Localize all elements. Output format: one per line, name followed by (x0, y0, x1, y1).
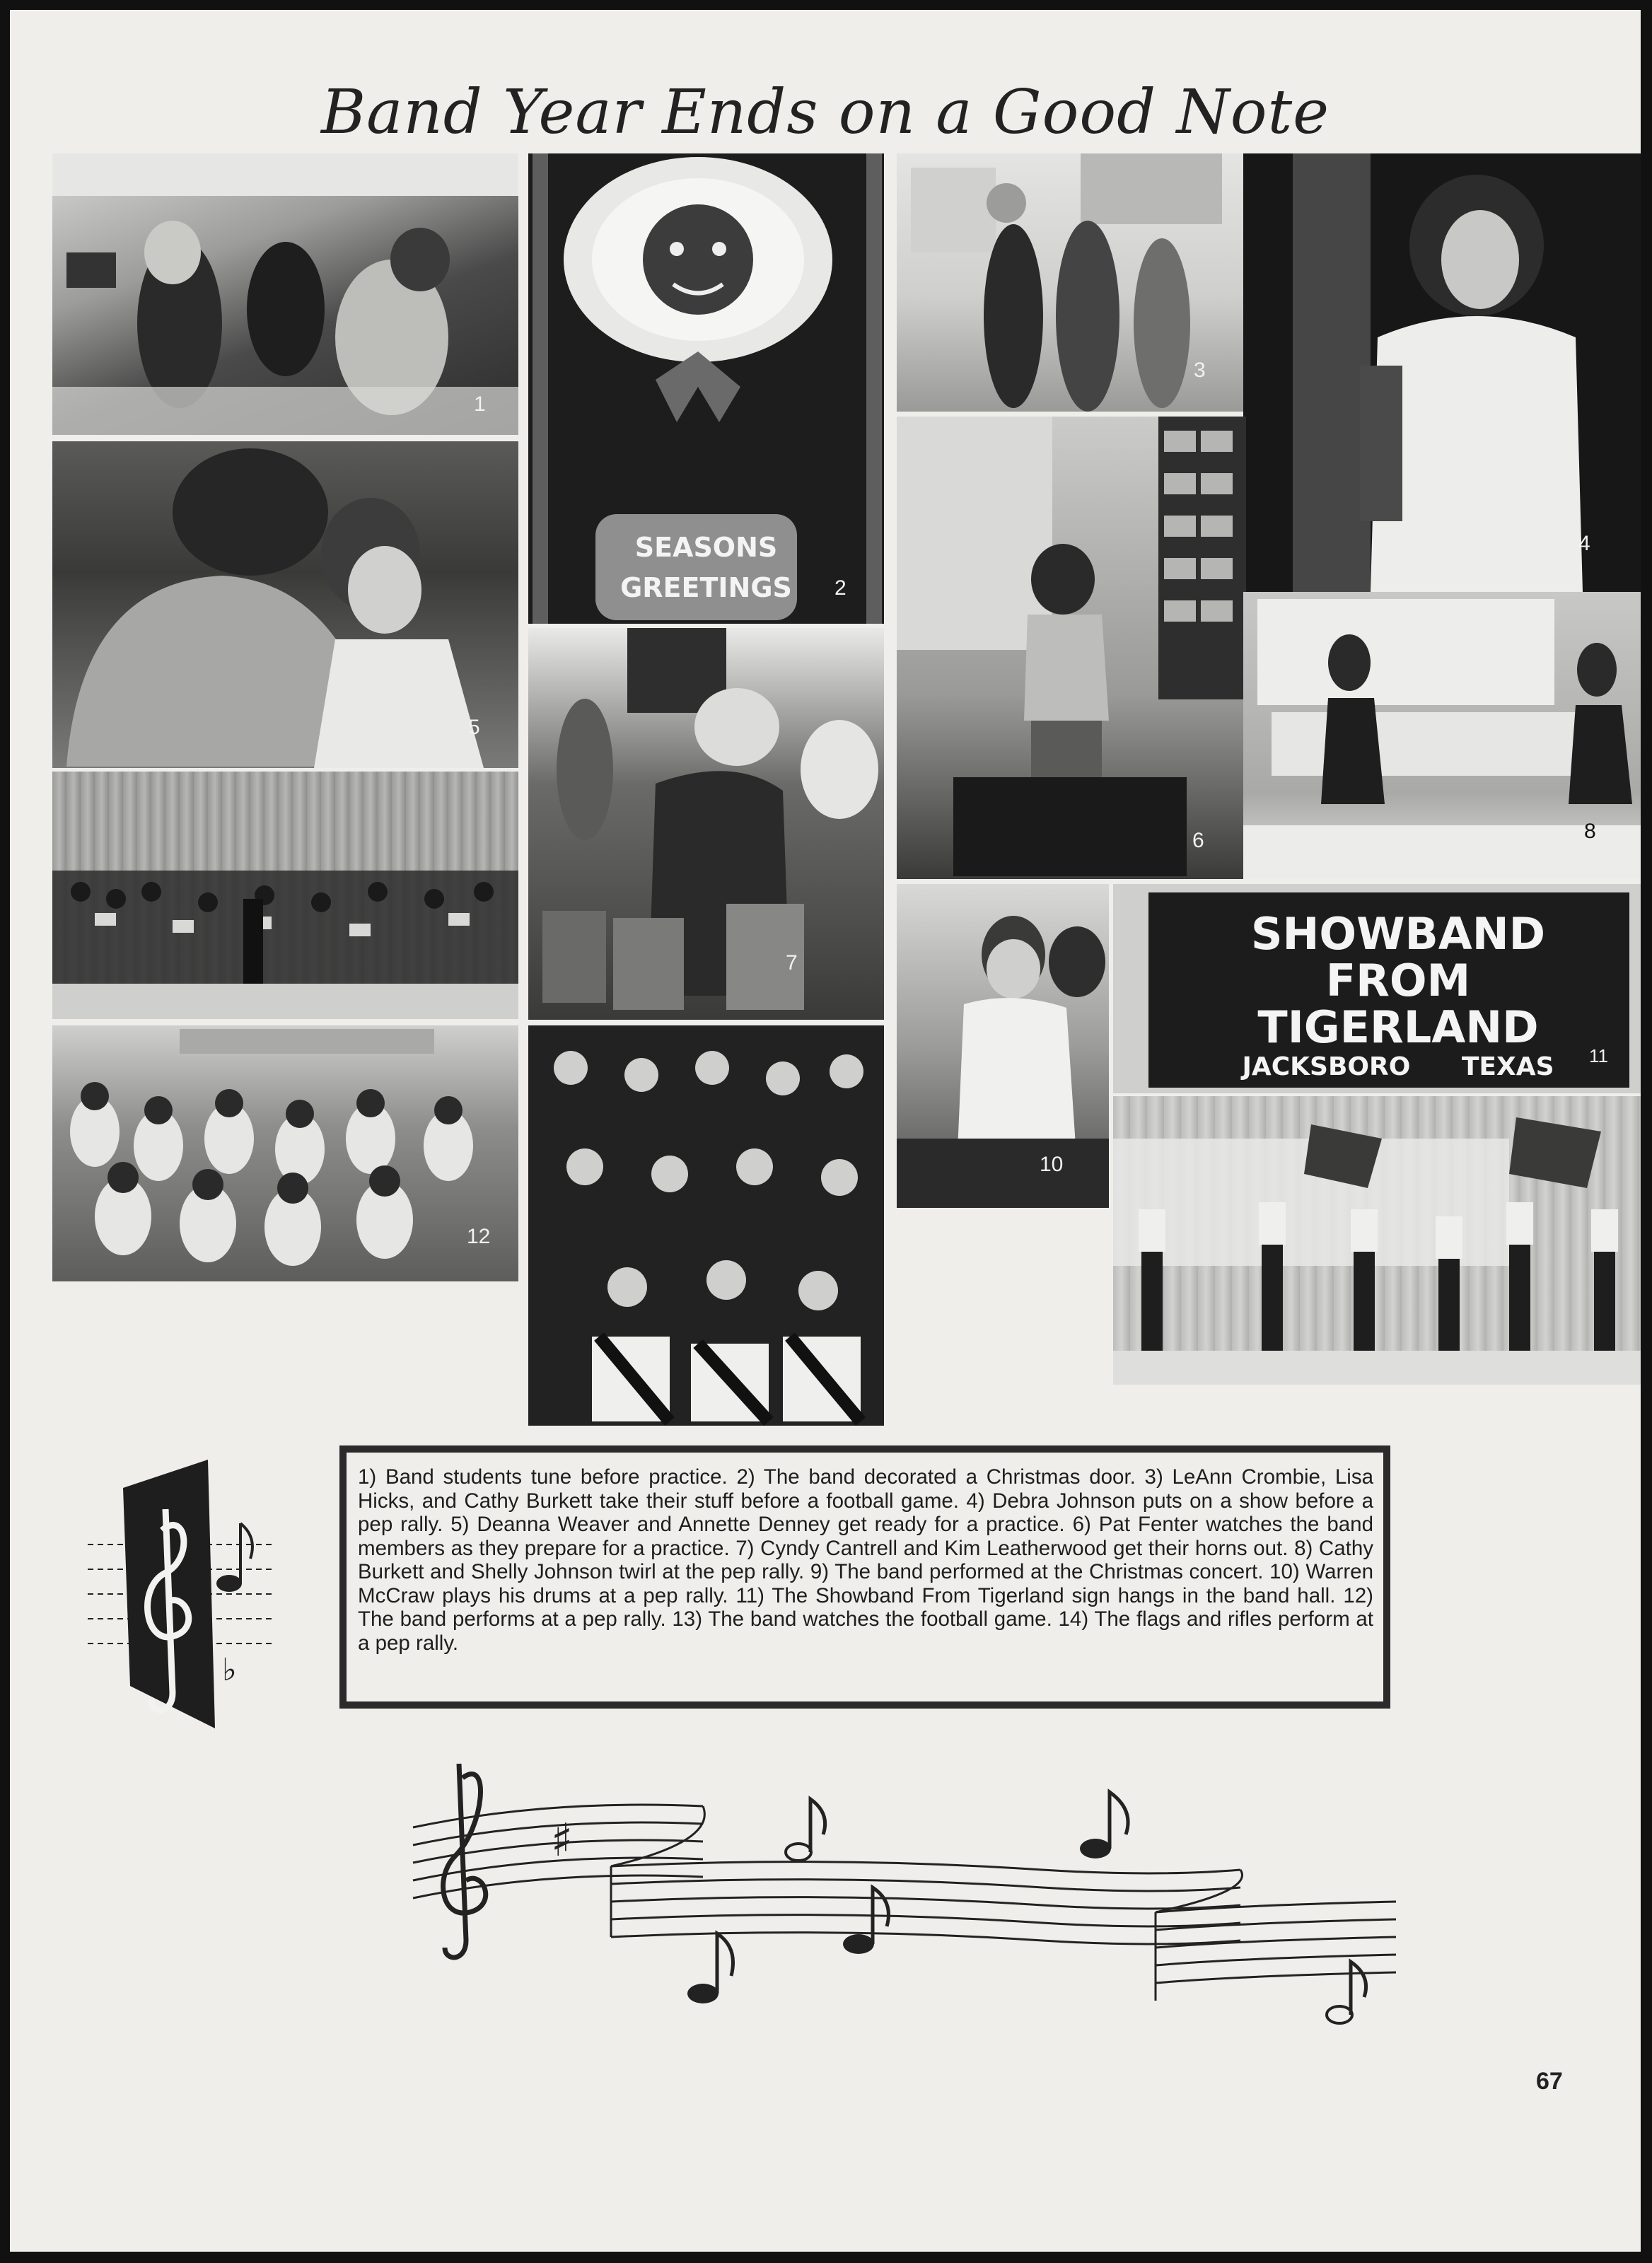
photo-4 (1243, 153, 1641, 592)
showband-line-4: JACKSBORO TEXAS (1242, 1052, 1554, 1081)
photo-8-number: 8 (1584, 820, 1596, 843)
photo-6-number: 6 (1192, 829, 1204, 852)
music-staff-ribbon-decoration (406, 1750, 1410, 2047)
photo-football-game-scene (528, 1025, 884, 1426)
photo-flags-rifles-scene (1113, 1096, 1641, 1385)
showband-line-2: FROM (1325, 955, 1471, 1006)
svg-text:♯: ♯ (551, 1815, 573, 1867)
photo-12-scene (52, 1025, 518, 1281)
photo-4-number: 4 (1578, 532, 1590, 555)
photo-5 (52, 441, 518, 768)
photo-5-scene (52, 441, 518, 768)
photo-4-scene (1243, 153, 1641, 592)
photo-10-scene (897, 884, 1109, 1208)
photo-5-number: 5 (468, 716, 480, 739)
photo-concert (52, 772, 518, 1019)
photo-2 (528, 153, 884, 624)
showband-line-3: TIGERLAND (1257, 1001, 1539, 1053)
photo-3-number: 3 (1194, 359, 1206, 382)
photo-6-scene (897, 417, 1246, 879)
photo-12 (52, 1025, 518, 1281)
photo-7 (528, 628, 884, 1020)
photo-football-game (528, 1025, 884, 1426)
caption-text: 1) Band students tune before practice. 2) The band decorated a Christmas door. 3) LeAnn Crombie, Lisa Hicks, and Cathy Burkett take their stuff before a football game. 4) Debra Johnson puts on a show before a pep rally. 5) Deanna Weaver and Annette Denney get ready for a practice. 6) Pat Fenter watches the band members as they prepare for a practice. 7) Cyndy Cantrell and Kim Leatherwood get their horns out. 8) Cathy Burkett and Shelly Johnson twirl at the pep rally. 9) The band performed at the Christmas concert. 10) Warren McCraw plays his drums at a pep rally. 11) The Showband From Tigerland sign hangs in the band hall. 12) The band performs at a pep rally. 13) The band watches the football game. 14) The flags and rifles perform at a pep rally. (358, 1465, 1373, 1655)
photo-concert-scene (52, 772, 518, 1019)
caption-box (339, 1445, 1390, 1709)
photo-flags-rifles (1113, 1096, 1641, 1385)
photo-10 (897, 884, 1109, 1208)
photo-3 (897, 153, 1246, 412)
photo-11 (1113, 884, 1641, 1093)
photo-2-number: 2 (834, 576, 847, 600)
page-title: Band Year Ends on a Good Note (320, 77, 1330, 148)
photo-11-number: 11 (1589, 1045, 1608, 1066)
yearbook-page (10, 10, 1641, 2252)
seasons-greetings-line-2: GREETINGS (620, 572, 792, 603)
photo-7-number: 7 (786, 951, 798, 975)
photo-8 (1243, 592, 1641, 879)
seasons-greetings-line-1: SEASONS (634, 532, 778, 563)
treble-clef-decoration (81, 1453, 293, 1735)
photo-1-number: 1 (474, 392, 486, 416)
photo-10-number: 10 (1040, 1153, 1064, 1176)
photo-6 (897, 417, 1246, 879)
showband-line-1: SHOWBAND (1250, 908, 1546, 960)
photo-12-number: 12 (467, 1225, 491, 1248)
photo-1-scene (52, 153, 518, 435)
photo-8-scene (1243, 592, 1641, 879)
page-number: 67 (1536, 2068, 1563, 2095)
svg-text:♭: ♭ (222, 1652, 237, 1688)
photo-7-scene (528, 628, 884, 1020)
photo-1 (52, 153, 518, 435)
